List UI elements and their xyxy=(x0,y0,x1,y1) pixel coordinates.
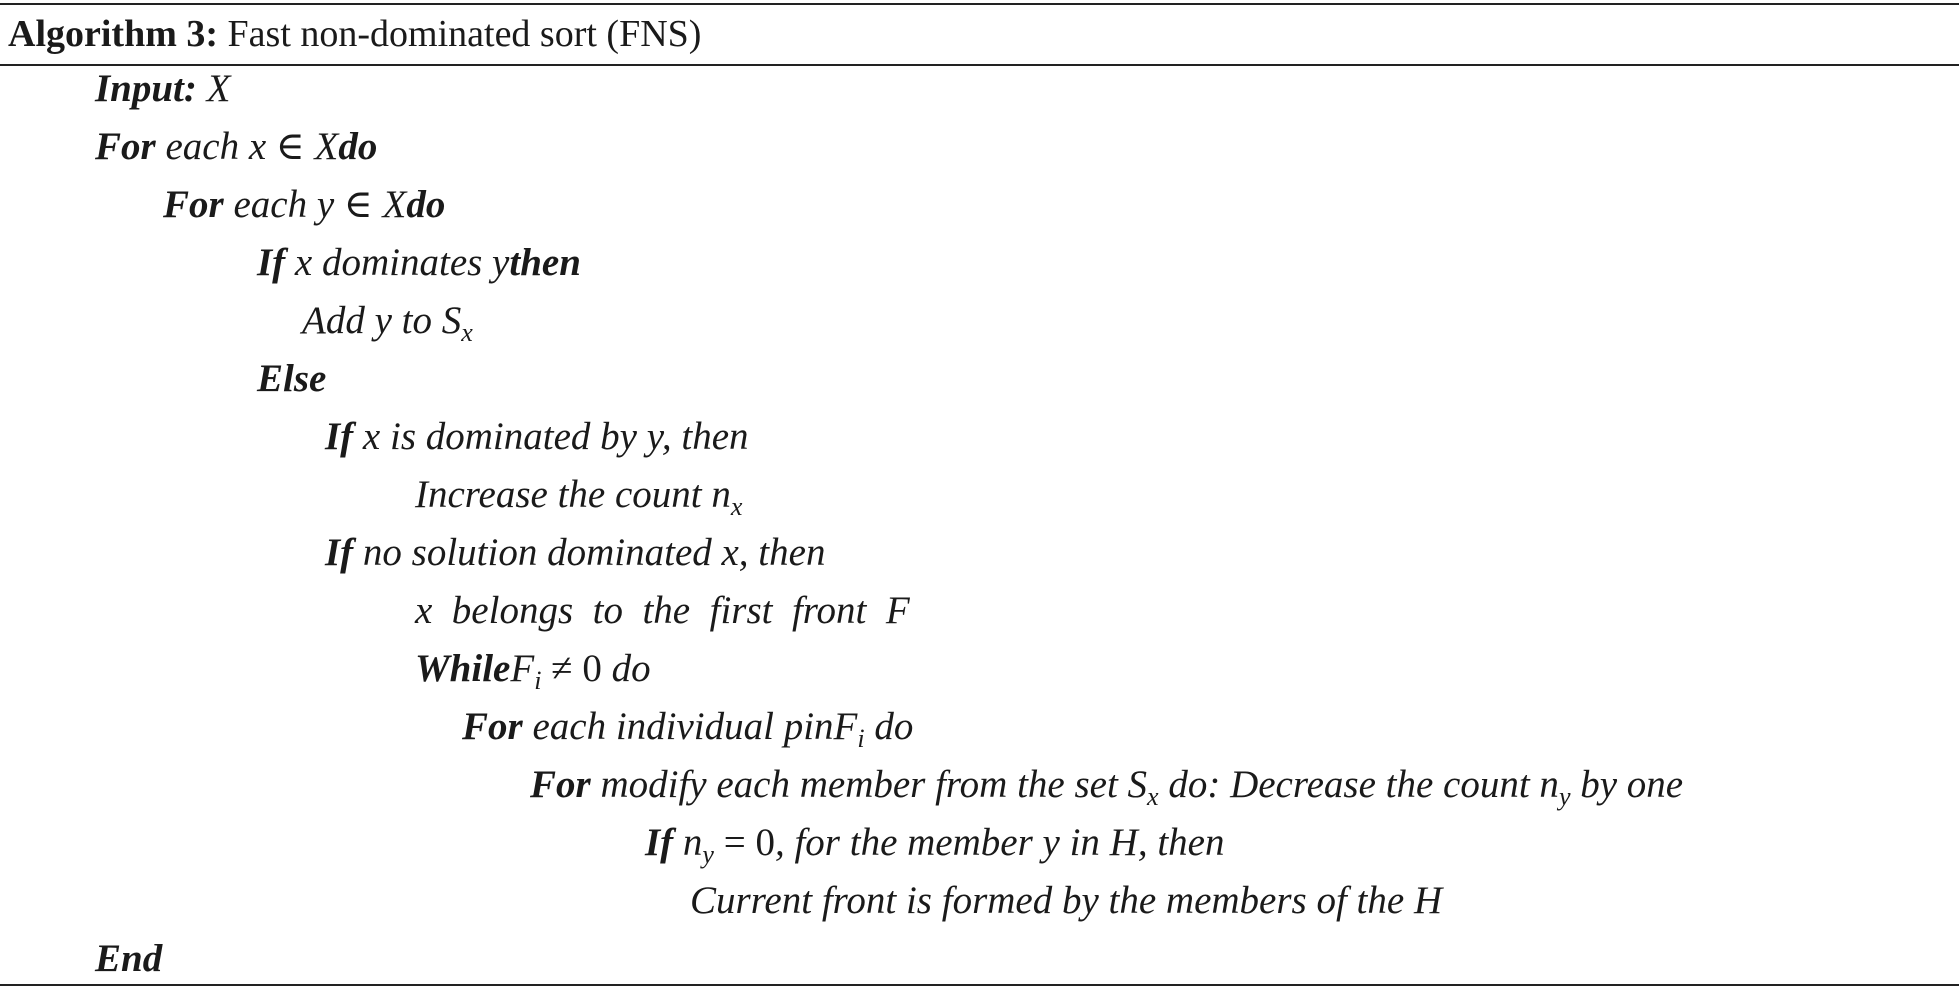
line-else: Else xyxy=(257,357,327,400)
bottom-rule xyxy=(0,984,1959,986)
line-add-y: Add y to $S_x$ xyxy=(302,299,473,347)
line-first-front: x belongs to the first front F xyxy=(415,589,910,632)
algorithm-title: Fast non-dominated sort (FNS) xyxy=(227,13,702,55)
line-for-y: For each y ∈ Xdo xyxy=(163,183,446,226)
line-if-dominates: If x dominates ythen xyxy=(257,241,581,284)
top-rule xyxy=(0,3,1959,5)
line-for-individual: For each individual pinF$_i$ do xyxy=(462,705,914,753)
algorithm-label: Algorithm 3: xyxy=(8,13,219,55)
line-while: WhileF$_i$ ≠ 0 do xyxy=(415,647,651,695)
line-if-no-solution: If no solution dominated x, then xyxy=(325,531,826,574)
line-increase-count: Increase the count $n_x$ xyxy=(415,473,743,521)
caption-rule xyxy=(0,64,1959,66)
algorithm-caption xyxy=(8,8,701,60)
line-if-dominated-by: If x is dominated by y, then xyxy=(325,415,749,458)
line-if-ny-zero: If $n_y = 0$, for the member y in H, then xyxy=(645,821,1225,869)
line-input: Input: X xyxy=(95,67,231,110)
line-for-x: For each x ∈ Xdo xyxy=(95,125,378,168)
line-for-modify: For modify each member from the set $S_x$ do: Decrease the count $n_y$ by one xyxy=(530,763,1684,811)
line-current-front: Current front is formed by the members of the H xyxy=(690,879,1443,922)
line-end: End xyxy=(95,937,163,980)
